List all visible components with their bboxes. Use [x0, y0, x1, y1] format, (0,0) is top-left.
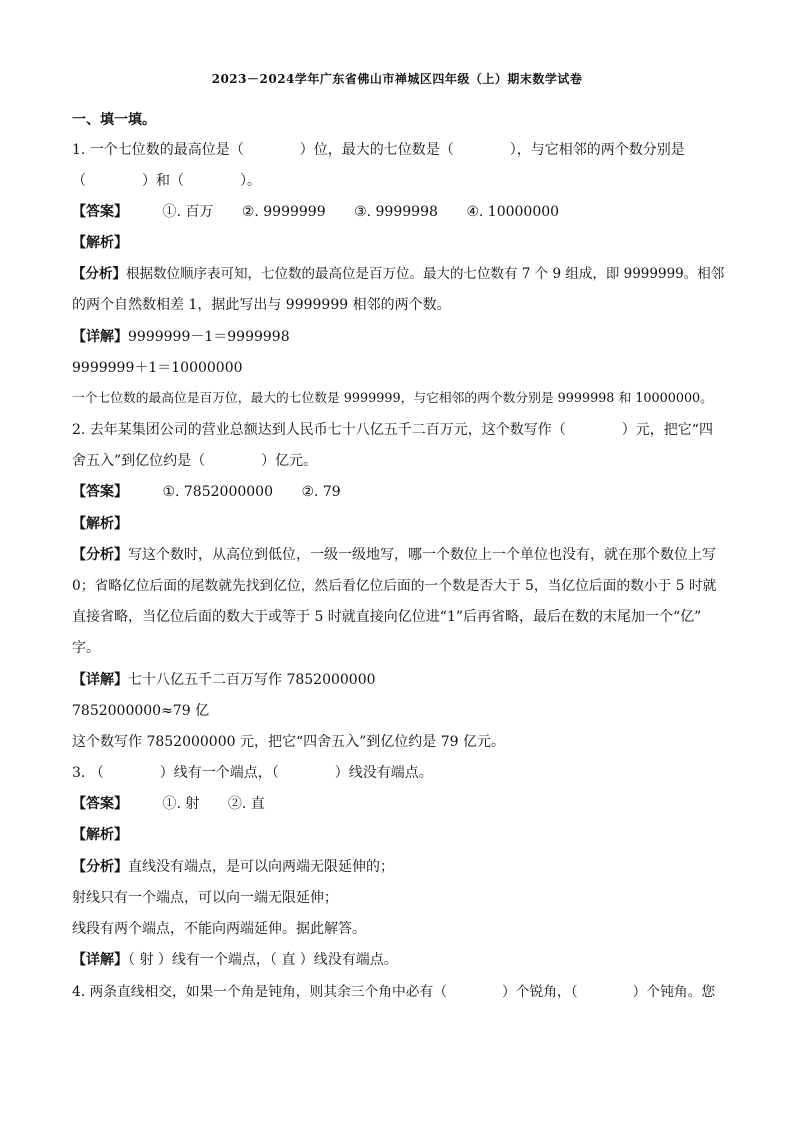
q3-text-line1: 3. （ ）线有一个端点，（ ）线没有端点。: [72, 765, 433, 781]
q1-detail-line3: 一个七位数的最高位是百万位，最大的七位数是 9999999，与它相邻的两个数分别是 9999998 和 10000000。: [72, 391, 713, 406]
q1-answer-1: ①. 百万: [162, 204, 214, 220]
q1-fenxi-text1: 根据数位顺序表可知，七位数的最高位是百万位。最大的七位数有 7 个 9 组成，即 9999999。相邻: [126, 266, 725, 282]
q2-text-line2: 舍五入”到亿位约是（ ）亿元。: [72, 453, 318, 469]
q3-fenxi-text1: 直线没有端点，是可以向两端无限延伸的；: [128, 859, 394, 875]
analysis-tag: 【解析】: [72, 235, 128, 251]
q2-text-line1: 2. 去年某集团公司的营业总额达到人民币七十八亿五千二百万元，这个数写作（ ）元，把它“四: [72, 422, 713, 438]
q3-answer-1: ①. 射: [162, 796, 200, 812]
q2-detail-line2: 7852000000≈79 亿: [72, 703, 210, 719]
answer-tag: 【答案】: [72, 204, 128, 220]
q3-fenxi-line1: [72, 857, 724, 877]
detail-tag: 【详解】: [72, 329, 128, 345]
answer-tag: 【答案】: [72, 796, 128, 812]
q1-fenxi-line1: [72, 264, 724, 284]
q3-fenxi-line2: 射线只有一个端点，可以向一端无限延伸；: [72, 890, 338, 906]
q2-fenxi-text1: 写这个数时，从高位到低位，一级一级地写，哪一个数位上一个单位也没有，就在那个数位上写: [128, 547, 716, 563]
q1-detail-line1: [72, 327, 724, 347]
q4-text-line1: 4. 两条直线相交，如果一个角是钝角，则其余三个角中必有（ ）个锐角，（ ）个钝角。您: [72, 984, 716, 1000]
q1-answer-row: [72, 202, 724, 222]
analysis-tag: 【解析】: [72, 516, 128, 532]
q1-text-line1: 1. 一个七位数的最高位是（ ）位，最大的七位数是（ ），与它相邻的两个数分别是: [72, 142, 685, 158]
q3-answer-row: [72, 794, 724, 814]
q1-answer-4: ④. 10000000: [466, 204, 560, 220]
q1-answer-2: ②. 9999999: [241, 204, 326, 220]
q3-fenxi-line3: 线段有两个端点，不能向两端延伸。据此解答。: [72, 921, 366, 937]
q1-answer-3: ③. 9999998: [354, 204, 438, 220]
answer-tag: 【答案】: [72, 484, 128, 500]
q1-detail-text1: 9999999－1＝9999998: [128, 329, 290, 345]
page-title: 2023－2024学年广东省佛山市禅城区四年级（上）期末数学试卷: [211, 72, 583, 86]
q3-answer-2: ②. 直: [227, 796, 265, 812]
q3-detail-text1: （ 射 ）线有一个端点，（ 直 ）线没有端点。: [128, 952, 398, 968]
q2-fenxi-line2: 0；省略亿位后面的尾数就先找到亿位，然后看亿位后面的一个数是否大于 5，当亿位后面的数小于 5 时就: [72, 578, 717, 594]
analysis-tag: 【解析】: [72, 827, 128, 843]
q1-text-line2: （ ）和（ ）。: [72, 173, 261, 189]
q2-detail-text1: 七十八亿五千二百万写作 7852000000: [128, 672, 376, 688]
q2-detail-line1: [72, 670, 724, 690]
q3-detail-line1: [72, 950, 724, 970]
fenxi-tag: 【分析】: [72, 547, 128, 563]
q2-fenxi-line3: 直接省略，当亿位后面的数大于或等于 5 时就直接向亿位进“1”后再省略，最后在数的末尾加一个“亿”: [72, 609, 702, 625]
q2-detail-line3: 这个数写作 7852000000 元，把它“四舍五入”到亿位约是 79 亿元。: [72, 734, 506, 750]
q2-answer-1: ①. 7852000000: [162, 484, 273, 500]
fenxi-tag: 【分析】: [72, 859, 128, 875]
section-heading: 一、填一填。: [72, 112, 156, 128]
q2-fenxi-line4: 字。: [72, 640, 100, 656]
q2-answer-2: ②. 79: [301, 484, 341, 500]
fenxi-tag: 【分析】: [72, 266, 126, 282]
q1-detail-line2: 9999999＋1＝10000000: [72, 360, 243, 376]
detail-tag: 【详解】: [72, 952, 128, 968]
q1-fenxi-line2: 的两个自然数相差 1，据此写出与 9999999 相邻的两个数。: [72, 297, 451, 313]
q2-answer-row: [72, 482, 724, 502]
detail-tag: 【详解】: [72, 672, 128, 688]
q2-fenxi-line1: [72, 545, 724, 565]
